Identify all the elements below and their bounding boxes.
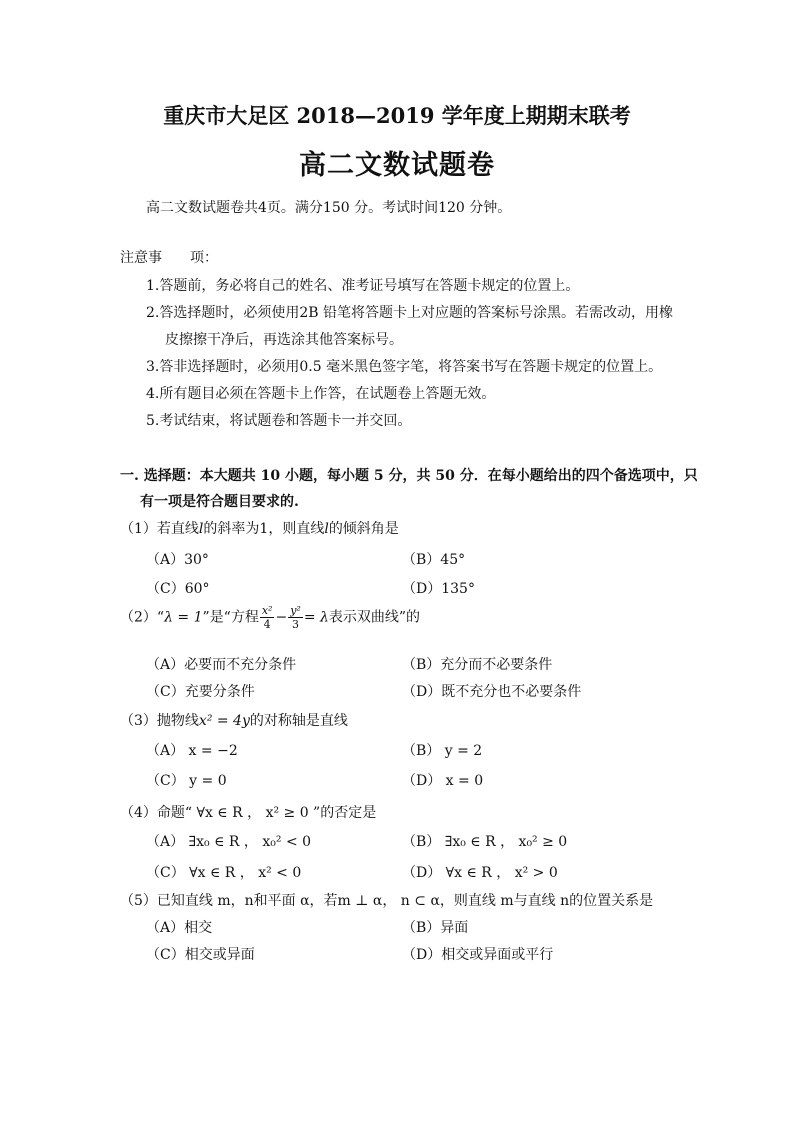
q3-option-a[interactable]: （A） x = −2 — [146, 743, 238, 759]
question-2-stem: （2）“λ = 1”是“方程 $\frac{\text{x²}}{4}$ − $\frac{\text{y²}}{3}$ = λ表示双曲线”的 — [120, 604, 421, 631]
q3-option-b[interactable]: （B） y = 2 — [402, 743, 483, 759]
notes-heading: 注意事 项： — [120, 250, 218, 266]
note-item: 5.考试结束，将试题卷和答题卡一并交回。 — [146, 413, 412, 429]
fraction-y2-over-3: $\frac{\text{y²}}{3}$ — [290, 604, 301, 631]
fraction-x2-over-4: $\frac{\text{x²}}{4}$ — [261, 604, 273, 631]
exam-paper-title: 高二文数试题卷 — [299, 150, 495, 181]
section-heading-continuation: 有一项是符合题目要求的. — [140, 494, 299, 510]
question-5-stem: （5）已知直线 m，n和平面 α，若m ⊥ α， n ⊂ α，则直线 m与直线 n的位置关系是 — [120, 893, 654, 909]
q2-option-d[interactable]: （D）既不充分也不必要条件 — [402, 684, 582, 700]
q4-option-d[interactable]: （D） ∀x ∈ R ， x² > 0 — [402, 865, 558, 881]
q2-option-b[interactable]: （B）充分而不必要条件 — [402, 657, 553, 673]
note-item: 3.答非选择题时，必须用0.5 毫米黑色签字笔，将答案书写在答题卡规定的位置上。 — [146, 359, 663, 375]
q3-option-c[interactable]: （C） y = 0 — [146, 773, 227, 789]
q5-option-d[interactable]: （D）相交或异面或平行 — [402, 947, 554, 963]
q4-option-b[interactable]: （B） ∃x₀ ∈ R ， x₀² ≥ 0 — [402, 834, 568, 850]
question-1-stem: （1）若直线l的斜率为1，则直线l的倾斜角是 — [120, 521, 399, 537]
q5-option-c[interactable]: （C）相交或异面 — [146, 947, 255, 963]
exam-header-title: 重庆市大足区 2018—2019 学年度上期期末联考 — [163, 103, 631, 128]
q2-option-c[interactable]: （C）充要分条件 — [146, 684, 255, 700]
note-item: 4.所有题目必须在答题卡上作答，在试题卷上答题无效。 — [146, 386, 496, 402]
q4-option-a[interactable]: （A） ∃x₀ ∈ R ， x₀² < 0 — [146, 834, 312, 850]
note-item: 2.答选择题时，必须使用2B 铅笔将答题卡上对应题的答案标号涂黑。若需改动，用橡 — [146, 305, 674, 321]
question-3-stem: （3）抛物线x² = 4y的对称轴是直线 — [120, 713, 348, 729]
exam-intro: 高二文数试题卷共4页。满分150 分。考试时间120 分钟。 — [146, 200, 512, 216]
q2-option-a[interactable]: （A）必要而不充分条件 — [146, 657, 297, 673]
note-item-continuation: 皮擦擦干净后，再选涂其他答案标号。 — [165, 332, 403, 348]
q1-option-c[interactable]: （C）60° — [146, 581, 210, 597]
q1-option-d[interactable]: （D）135° — [402, 581, 475, 597]
q4-option-c[interactable]: （C） ∀x ∈ R ， x² < 0 — [146, 865, 302, 881]
q1-option-b[interactable]: （B）45° — [402, 552, 466, 568]
question-4-stem: （4）命题“ ∀x ∈ R ， x² ≥ 0 ”的否定是 — [120, 805, 377, 821]
q1-option-a[interactable]: （A）30° — [146, 552, 209, 568]
q5-option-a[interactable]: （A）相交 — [146, 920, 213, 936]
section-heading: 一. 选择题：本大题共 10 小题，每小题 5 分，共 50 分．在每小题给出的四个备选项中，只 — [120, 468, 698, 484]
note-item: 1.答题前，务必将自己的姓名、准考证号填写在答题卡规定的位置上。 — [146, 278, 580, 294]
q3-option-d[interactable]: （D） x = 0 — [402, 773, 484, 789]
q5-option-b[interactable]: （B）异面 — [402, 920, 469, 936]
